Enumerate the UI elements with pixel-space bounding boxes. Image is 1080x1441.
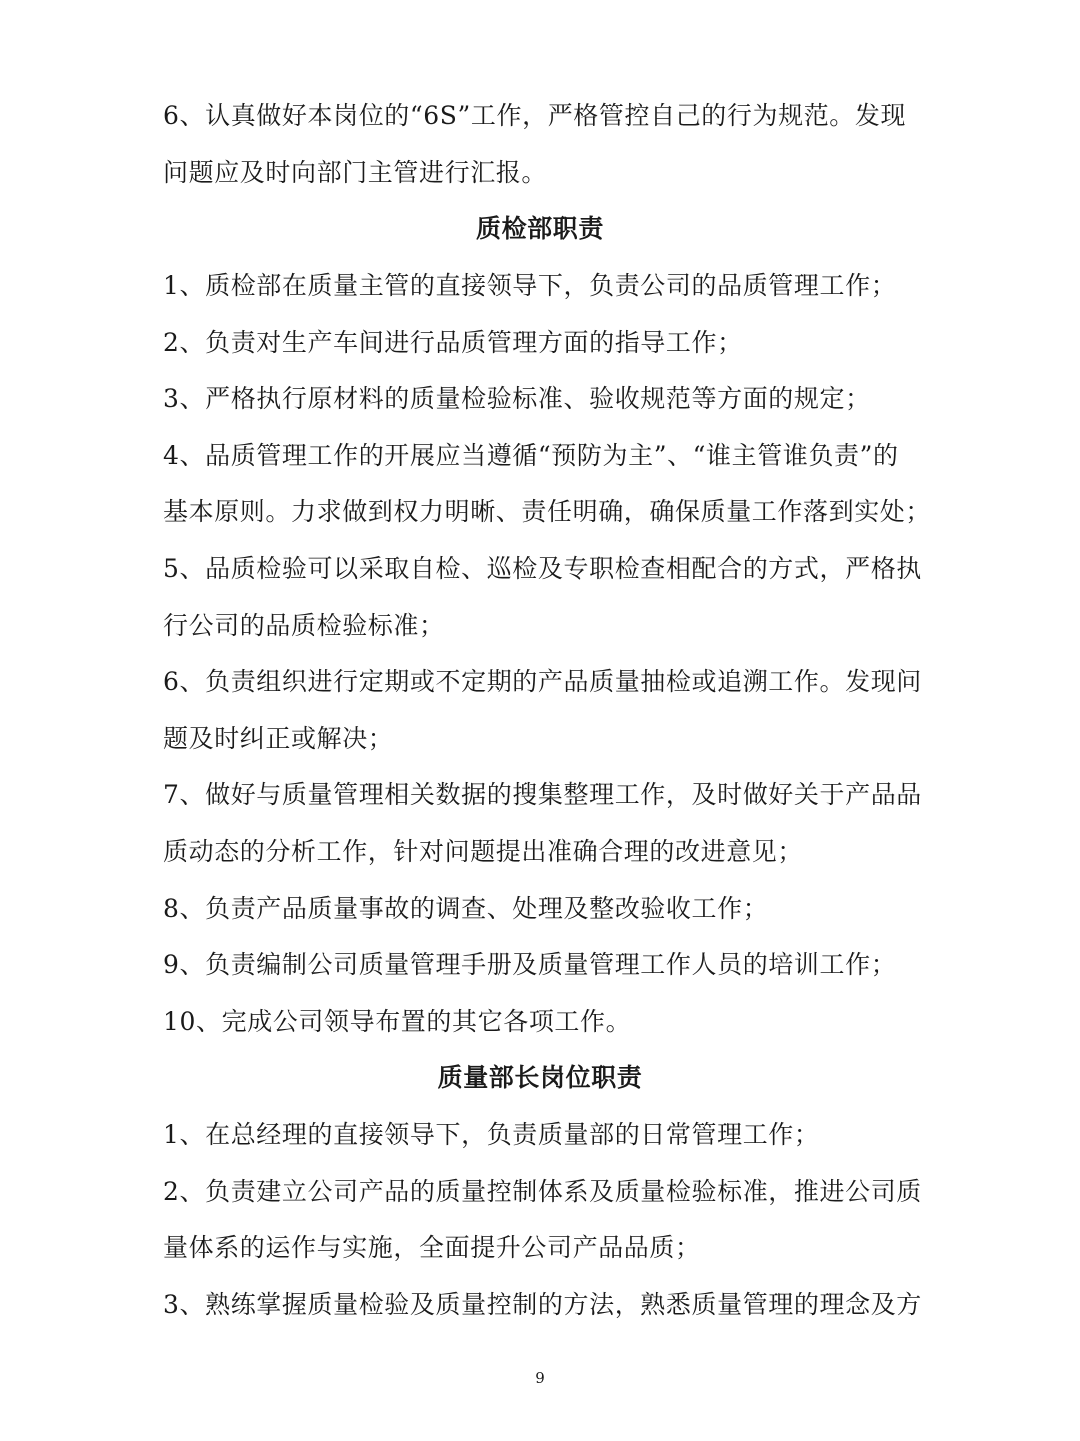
text-line: 5、品质检验可以采取自检、巡检及专职检查相配合的方式，严格执	[163, 554, 922, 583]
text-line: 10、完成公司领导布置的其它各项工作。	[163, 1007, 632, 1036]
text-line: 6、负责组织进行定期或不定期的产品质量抽检或追溯工作。发现问	[163, 667, 922, 696]
text-line: 1、在总经理的直接领导下，负责质量部的日常管理工作；	[163, 1120, 820, 1149]
text-line: 4、品质管理工作的开展应当遵循“预防为主”、“谁主管谁负责”的	[163, 441, 899, 470]
text-line: 2、负责对生产车间进行品质管理方面的指导工作；	[163, 328, 743, 357]
text-line: 9、负责编制公司质量管理手册及质量管理工作人员的培训工作；	[163, 950, 897, 979]
text-line: 题及时纠正或解决；	[163, 724, 394, 753]
text-line: 基本原则。力求做到权力明晰、责任明确，确保质量工作落到实处；	[163, 497, 932, 526]
text-line: 8、负责产品质量事故的调查、处理及整改验收工作；	[163, 894, 769, 923]
text-line: 3、严格执行原材料的质量检验标准、验收规范等方面的规定；	[163, 384, 871, 413]
text-line: 2、负责建立公司产品的质量控制体系及质量检验标准，推进公司质	[163, 1177, 922, 1206]
section-heading-quality-inspection: 质检部职责	[475, 214, 604, 243]
text-line: 质动态的分析工作，针对问题提出准确合理的改进意见；	[163, 837, 804, 866]
text-line: 6、认真做好本岗位的“6S”工作，严格管控自己的行为规范。发现	[163, 101, 907, 130]
text-line: 1、质检部在质量主管的直接领导下，负责公司的品质管理工作；	[163, 271, 897, 300]
section-heading-quality-director: 质量部长岗位职责	[437, 1063, 643, 1092]
text-line: 问题应及时向部门主管进行汇报。	[163, 158, 548, 187]
text-line: 量体系的运作与实施，全面提升公司产品品质；	[163, 1233, 701, 1262]
text-line: 3、熟练掌握质量检验及质量控制的方法，熟悉质量管理的理念及方	[163, 1290, 922, 1319]
text-line: 7、做好与质量管理相关数据的搜集整理工作，及时做好关于产品品	[163, 780, 922, 809]
page-number: 9	[535, 1369, 545, 1387]
text-line: 行公司的品质检验标准；	[163, 611, 445, 640]
